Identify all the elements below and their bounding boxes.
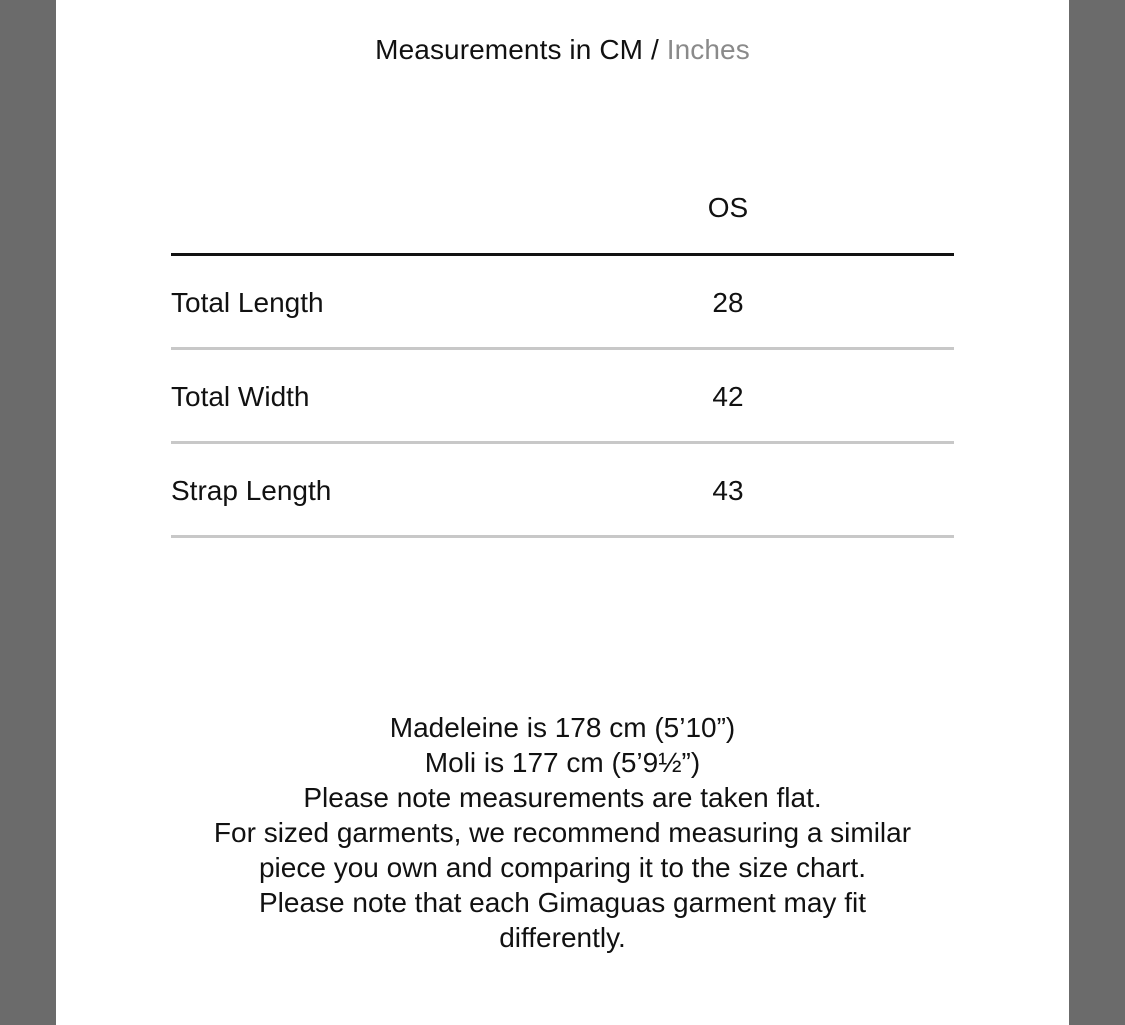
note-line: Please note measurements are taken flat.: [303, 782, 822, 813]
size-column-header: OS: [707, 192, 749, 223]
row-value: 43: [712, 475, 744, 506]
row-value: 42: [712, 381, 744, 412]
row-label: Total Length: [171, 287, 324, 318]
note-line: Please note that each Gimaguas garment may fit: [259, 887, 866, 918]
modal-backdrop-right[interactable]: [1069, 0, 1125, 1025]
note-line: Madeleine is 178 cm (5’10”): [389, 712, 736, 743]
note-line: differently.: [499, 922, 626, 953]
row-label: Strap Length: [171, 475, 332, 506]
note-line: For sized garments, we recommend measuring a similar: [213, 817, 912, 848]
size-guide-panel: [56, 0, 1069, 1025]
unit-toggle: [56, 34, 1069, 66]
table-row: [171, 350, 954, 444]
row-value: 28: [712, 287, 744, 318]
note-line: piece you own and comparing it to the size chart.: [258, 852, 866, 883]
unit-toggle-prefix: Measurements in: [375, 34, 600, 65]
note-line: Moli is 177 cm (5’9½”): [424, 747, 701, 778]
table-row: [171, 256, 954, 350]
table-header: [171, 180, 954, 256]
row-label: Total Width: [171, 381, 310, 412]
unit-cm-option[interactable]: CM: [599, 34, 644, 65]
unit-separator: /: [643, 34, 667, 65]
unit-inches-option[interactable]: Inches: [666, 34, 750, 65]
table-row: [171, 444, 954, 538]
modal-backdrop-left[interactable]: [0, 0, 56, 1025]
fit-notes: [56, 710, 1069, 955]
size-table: [171, 180, 954, 538]
